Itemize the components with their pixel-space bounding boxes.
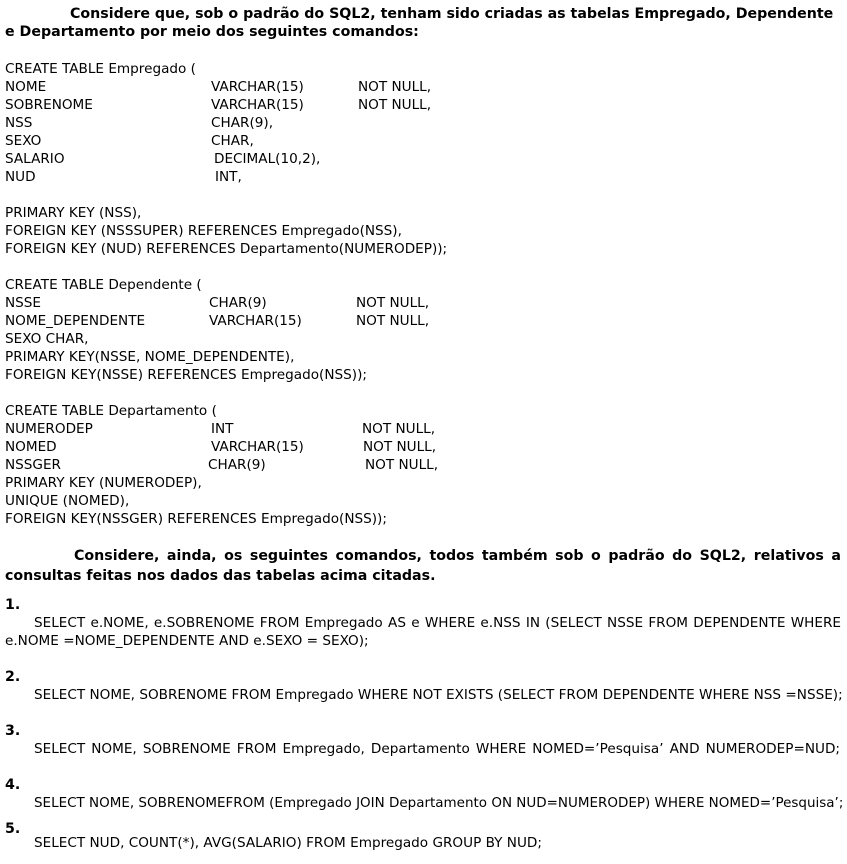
- column-type: VARCHAR(15): [211, 439, 304, 455]
- table-header: CREATE TABLE Empregado (: [5, 61, 196, 77]
- query-text: SELECT NOME, SOBRENOMEFROM (Empregado JOIN Departamento ON NUD=NUMERODEP) WHERE NOMED=’Pesquisa’;: [34, 795, 844, 811]
- table-header: CREATE TABLE Dependente (: [5, 277, 202, 293]
- column-constraint: NOT NULL,: [363, 439, 437, 455]
- column-name: NOMED: [5, 439, 57, 455]
- query-number: 4.: [5, 777, 21, 793]
- sql-line: PRIMARY KEY(NSSE, NOME_DEPENDENTE),: [5, 349, 295, 365]
- column-type: CHAR(9): [208, 457, 266, 473]
- column-name: SALARIO: [5, 151, 65, 167]
- column-name: NSSGER: [5, 457, 61, 473]
- query-text: SELECT NOME, SOBRENOME FROM Empregado, Departamento WHERE NOMED=’Pesquisa’ AND NUMERODEP=NUD;: [34, 741, 840, 757]
- key-line: FOREIGN KEY (NSSSUPER) REFERENCES Empregado(NSS),: [5, 223, 402, 239]
- sql-line: FOREIGN KEY(NSSGER) REFERENCES Empregado(NSS));: [5, 511, 387, 527]
- key-line: FOREIGN KEY (NUD) REFERENCES Departamento(NUMERODEP));: [5, 241, 448, 257]
- column-type: CHAR,: [211, 133, 254, 149]
- column-constraint: NOT NULL,: [362, 421, 436, 437]
- query-number: 1.: [5, 597, 21, 613]
- column-type: CHAR(9),: [211, 115, 274, 131]
- column-name: NUD: [5, 169, 36, 185]
- column-name: SOBRENOME: [5, 97, 93, 113]
- intro-line-1: Considere que, sob o padrão do SQL2, tenham sido criadas as tabelas Empregado, Dependente: [70, 6, 834, 22]
- sql-line: UNIQUE (NOMED),: [5, 493, 130, 509]
- column-constraint: NOT NULL,: [356, 313, 430, 329]
- sql-line: FOREIGN KEY(NSSE) REFERENCES Empregado(NSS));: [5, 367, 367, 383]
- key-line: PRIMARY KEY (NSS),: [5, 205, 142, 221]
- column-type: INT: [211, 421, 234, 437]
- column-type: VARCHAR(15): [211, 79, 304, 95]
- query-number: 5.: [5, 821, 21, 837]
- column-name: SEXO: [5, 133, 42, 149]
- query-text: e.NOME =NOME_DEPENDENTE AND e.SEXO = SEXO);: [5, 633, 369, 649]
- column-type: DECIMAL(10,2),: [214, 151, 321, 167]
- query-text: SELECT e.NOME, e.SOBRENOME FROM Empregado AS e WHERE e.NSS IN (SELECT NSSE FROM DEPENDENTE WHERE: [34, 615, 841, 631]
- sql-line: SEXO CHAR,: [5, 331, 89, 347]
- intro2-line-2: consultas feitas nos dados das tabelas acima citadas.: [5, 568, 436, 584]
- column-type: VARCHAR(15): [211, 97, 304, 113]
- sql-line: PRIMARY KEY (NUMERODEP),: [5, 475, 202, 491]
- column-name: NOME_DEPENDENTE: [5, 313, 146, 329]
- column-type: VARCHAR(15): [209, 313, 302, 329]
- column-constraint: NOT NULL,: [356, 295, 430, 311]
- column-name: NSSE: [5, 295, 42, 311]
- column-name: NSS: [5, 115, 33, 131]
- intro2-line-1: Considere, ainda, os seguintes comandos, todos também sob o padrão do SQL2, relativos a: [74, 548, 841, 564]
- table-header: CREATE TABLE Departamento (: [5, 403, 217, 419]
- query-text: SELECT NOME, SOBRENOME FROM Empregado WHERE NOT EXISTS (SELECT FROM DEPENDENTE WHERE NSS =NSSE);: [34, 687, 843, 703]
- column-name: NUMERODEP: [5, 421, 93, 437]
- intro-line-2: e Departamento por meio dos seguintes comandos:: [5, 24, 419, 40]
- column-constraint: NOT NULL,: [358, 79, 432, 95]
- query-text: SELECT NUD, COUNT(*), AVG(SALARIO) FROM Empregado GROUP BY NUD;: [34, 835, 542, 851]
- column-constraint: NOT NULL,: [358, 97, 432, 113]
- column-constraint: NOT NULL,: [365, 457, 439, 473]
- column-type: CHAR(9): [209, 295, 267, 311]
- column-type: INT,: [215, 169, 242, 185]
- query-number: 3.: [5, 723, 21, 739]
- query-number: 2.: [5, 669, 21, 685]
- column-name: NOME: [5, 79, 47, 95]
